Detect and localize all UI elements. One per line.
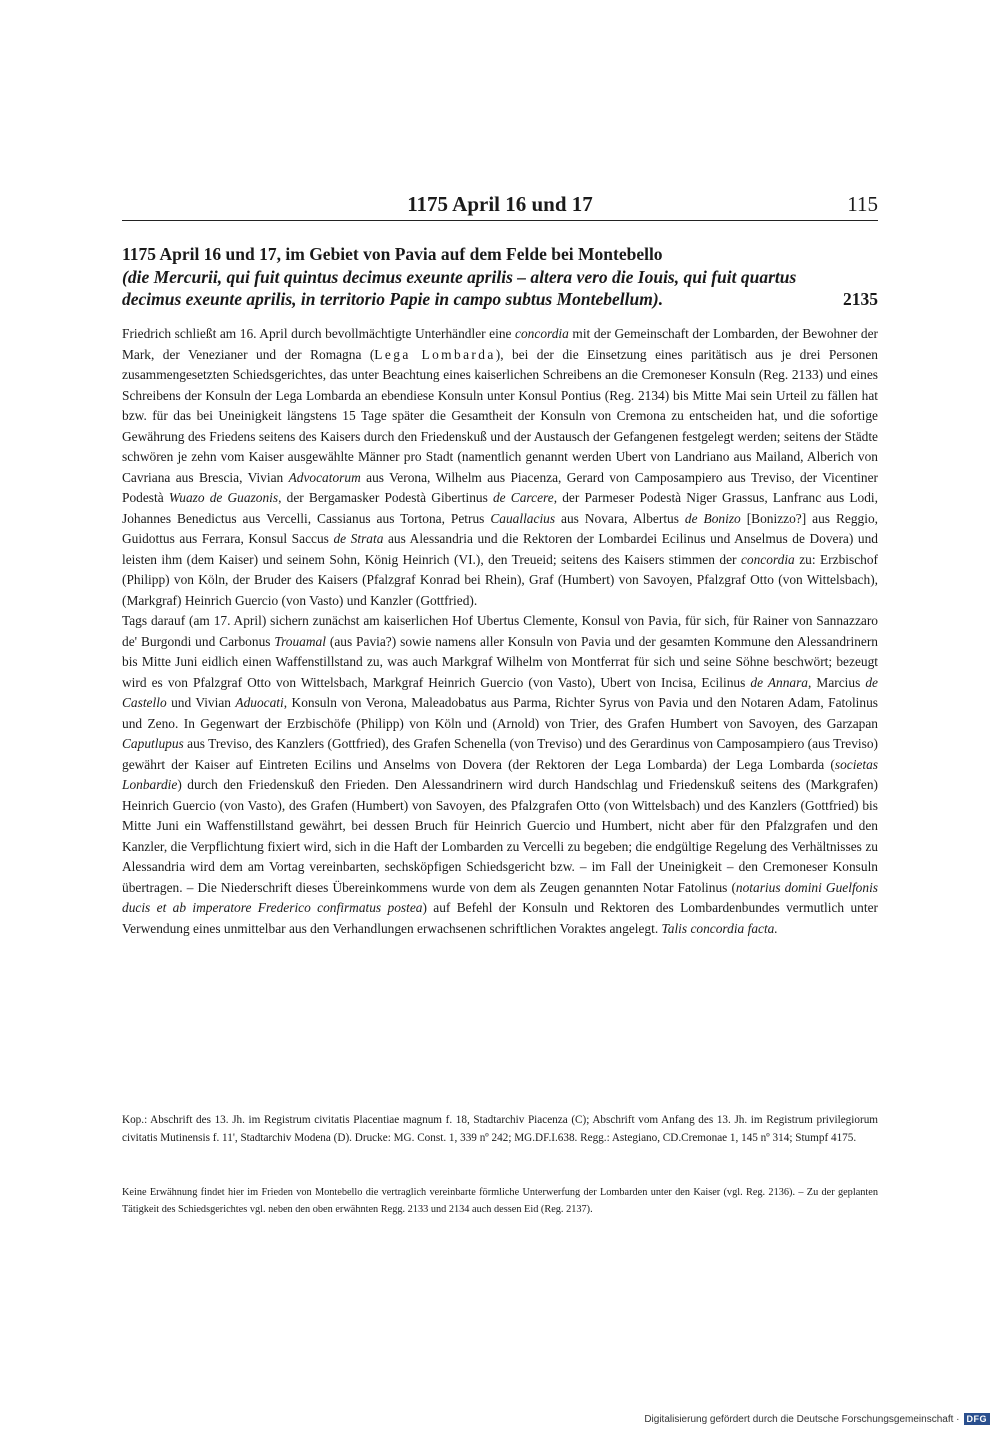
- latin-term: notarius domini Guelfonis ducis et ab imperatore Frederico confirmatus postea: [122, 879, 878, 915]
- text-run: zu: Erzbischof (Philipp) von Köln, der Bruder des Kaisers (Pfalzgraf Konrad bei Rhein), Graf (Humbert) von Savoyen, Pfalzgraf Otto (von Wittelsbach), (Markgraf) Heinrich Guercio (von Vasto) und Kanzler (Gottfried).: [122, 551, 879, 608]
- dfg-logo: DFG: [964, 1413, 991, 1425]
- entry-heading: [122, 243, 878, 311]
- latin-term: societas Lonbardie: [122, 756, 878, 792]
- regest-body: [122, 324, 878, 939]
- latin-term: Caputlupus: [122, 736, 184, 751]
- text-run: ), bei der die Einsetzung eines paritätisch aus je drei Personen zusammengesetzten Schiedsgerichtes, das unter Beachtung eines kaiserlichen Schreibens an die Cremoneser Konsuln (Reg. 2133) und eines Schreibens der Konsuln der Lega Lombarda an ebendiese Konsuln unter Konsul Pontius (Reg. 2134) bis Mitte Mai sein Urteil zu fällen hat bzw. für das bei Uneinigkeit längstens 15 Tage später die Gesamtheit der Konsuln von Cremona zu entscheiden hat, und die sofortige Gewährung des Friedens seitens des Kaisers durch den Friedenskuß und der Austausch der Gefangenen festgelegt werden; seitens der Städte schwören je zehn vom Kaiser ausgewählte Männer pro Stadt (namentlich genannt werden Ubert von Landriano aus Mailand, Alberich von Cavriana aus Brescia, Vivian: [122, 346, 878, 485]
- latin-term: de Annara: [750, 674, 809, 690]
- entry-date-place: 1175 April 16 und 17, im Gebiet von Pavia auf dem Felde bei Montebello: [122, 244, 663, 264]
- text-run: und Vivian: [166, 695, 236, 710]
- latin-term: Wuazo de Guazonis: [168, 490, 279, 505]
- text-run: Tags darauf (am 17. April) sichern zunächst am kaiserlichen Hof Ubertus Clemente, Konsul von Pavia, für sich, für Rainer von Sannazzaro de' Burgondi und Carbonus: [122, 613, 878, 649]
- text-run: aus Novara, Albertus: [555, 510, 685, 526]
- text-run: aus Treviso, des Kanzlers (Gottfried), des Grafen Schenella (von Treviso) und des Gerardinus von Camposampiero (aus Treviso) gewährt der Kaiser auf Eintreten Ecilins und Anselms von Dovera (der Rektoren der Lega Lombarda) der Lega Lombarda (: [122, 736, 878, 772]
- text-run: , Konsuln von Verona, Maleadobatus aus Parma, Richter Syrus von Pavia und den Notaren Adam, Fatolinus und Zeno. In Gegenwart der Erzbischöfe (Philipp) von Köln und (Arnold) von Trier, des Grafen Humbert von Savoyen, des Garzapan: [122, 695, 878, 731]
- text-run: ) auf Befehl der Konsuln und Rektoren des Lombardenbundes vermutlich unter Verwendung eines unmittelbar aus den Verhandlungen erwachsenen schriftlichen Voraktes angelegt.: [122, 900, 878, 936]
- latin-term: de Carcere: [492, 490, 554, 505]
- text-run: , der Parmeser Podestà Niger Grassus, Lanfranc aus Lodi, Johannes Benedictus aus Vercelli, Cassianus aus Tortona, Petrus: [122, 490, 878, 526]
- body-paragraph-1: [122, 324, 878, 611]
- latin-term: Cauallacius: [490, 510, 556, 526]
- text-run: , Marcius: [808, 674, 866, 690]
- latin-term: concordia: [515, 326, 569, 341]
- source-apparatus: Kop.: Abschrift des 13. Jh. im Registrum civitatis Placentiae magnum f. 18, Stadtarchiv Piacenza (C); Abschrift vom Anfang des 13. Jh. im Registrum privilegiorum civitatis Mutinensis f. 11', Stadtarchiv Modena (D). Drucke: MG. Const. 1, 339 nº 242; MG.DF.I.638. Regg.: Astegiano, CD.Cremonae 1, 145 nº 314; Stumpf 4175.: [122, 1114, 878, 1144]
- text-run: aus Alessandria und die Rektoren der Lombardei Ecilinus und Anselmus de Dovera) und leisten ihm (dem Kaiser) und seinem Sohn, König Heinrich (VI.), den Treueid; seitens des Kaisers stimmen der: [122, 531, 878, 567]
- footer-text: Digitalisierung gefördert durch die Deutsche Forschungsgemeinschaft ·: [644, 1413, 960, 1425]
- latin-term: Advocatorum: [288, 469, 361, 485]
- latin-term: concordia: [740, 551, 795, 567]
- page-number: 115: [847, 192, 878, 216]
- regest-number: 2135: [843, 289, 878, 309]
- text-run: aus Verona, Wilhelm aus Piacenza, Gerard von Camposampiero aus Treviso, der Vicentiner Podestà: [122, 469, 878, 505]
- text-run: ) durch den Friedenskuß den Frieden. Den Alessandrinern wird durch Handschlag und Friedenskuß seitens des (Markgrafen) Heinrich Guercio (von Vasto), des Grafen (Humbert) von Savoyen, des Pfalzgrafen Otto (von Wittelsbach) und des Kanzlers (Gottfried) bis Mitte Juni ein Waffenstillstand gewährt, bei dessen Bruch für Heinrich Guercio und Humbert, nicht aber für den Pfalzgrafen und den Kanzler, die Verpflichtung fixiert wird, sich in die Haft der Lombarden zu Vercelli zu begeben; die endgültige Regelung des Verhältnisses zu Alessandria wird dem am Vortag vereinbarten, sechsköpfigen Schiedsgericht bzw. – im Fall der Uneinigkeit – den Cremoneser Konsuln übertragen. – Die Niederschrift dieses Übereinkommens wurde von dem als Zeugen genannten Notar Fatolinus (: [122, 777, 878, 895]
- text-run: , der Bergamasker Podestà Gibertinus: [278, 490, 493, 505]
- latin-dating-text: (die Mercurii, qui fuit quintus decimus exeunte aprilis – altera vero die Iouis, qui fuit quartus decimus exeunte aprilis, in territorio Papie in campo subtus Montebellum).: [122, 266, 797, 309]
- spaced-term: Lega Lombarda: [374, 346, 496, 362]
- text-run: Friedrich schließt am 16. April durch bevollmächtigte Unterhändler eine: [122, 326, 516, 341]
- running-title: 1175 April 16 und 17: [407, 192, 593, 216]
- text-run: [Bonizzo?] aus Reggio, Guidottus aus Ferrara, Konsul Saccus: [122, 510, 878, 546]
- commentary-note: Keine Erwähnung findet hier im Frieden von Montebello die vertraglich vereinbarte förmliche Unterwerfung der Lombarden unter den Kaiser (vgl. Reg. 2136). – Zu der geplanten Tätigkeit des Schiedsgerichtes vgl. neben den oben erwähnten Regg. 2133 und 2134 auch dessen Eid (Reg. 2137).: [122, 1187, 878, 1215]
- entry-latin-dating: [122, 266, 878, 311]
- text-run: (aus Pavia?) sowie namens aller Konsuln von Pavia und der gesamten Kommune den Alessandrinern bis Mitte Juni eidlich einen Waffenstillstand zu, was auch Markgraf Wilhelm von Montferrat für sich und seine Söhne beschwört; bezeugt wird es von Pfalzgraf Otto von Wittelsbach, Markgraf Heinrich Guercio (von Vasto), Ubert von Incisa, Ecilinus: [122, 633, 878, 690]
- latin-term: Aduocati: [235, 695, 284, 710]
- latin-term: de Castello: [122, 674, 878, 710]
- running-header: [122, 186, 878, 221]
- latin-term: de Strata: [333, 531, 384, 546]
- latin-term: de Bonizo: [684, 510, 741, 526]
- latin-term: Talis concordia facta.: [661, 920, 778, 936]
- latin-term: Trouamal: [274, 633, 326, 649]
- digitization-footer: [644, 1412, 990, 1426]
- text-run: mit der Gemeinschaft der Lombarden, der Bewohner der Mark, der Venezianer und der Romagna (: [122, 326, 879, 362]
- body-paragraph-2: [122, 611, 878, 939]
